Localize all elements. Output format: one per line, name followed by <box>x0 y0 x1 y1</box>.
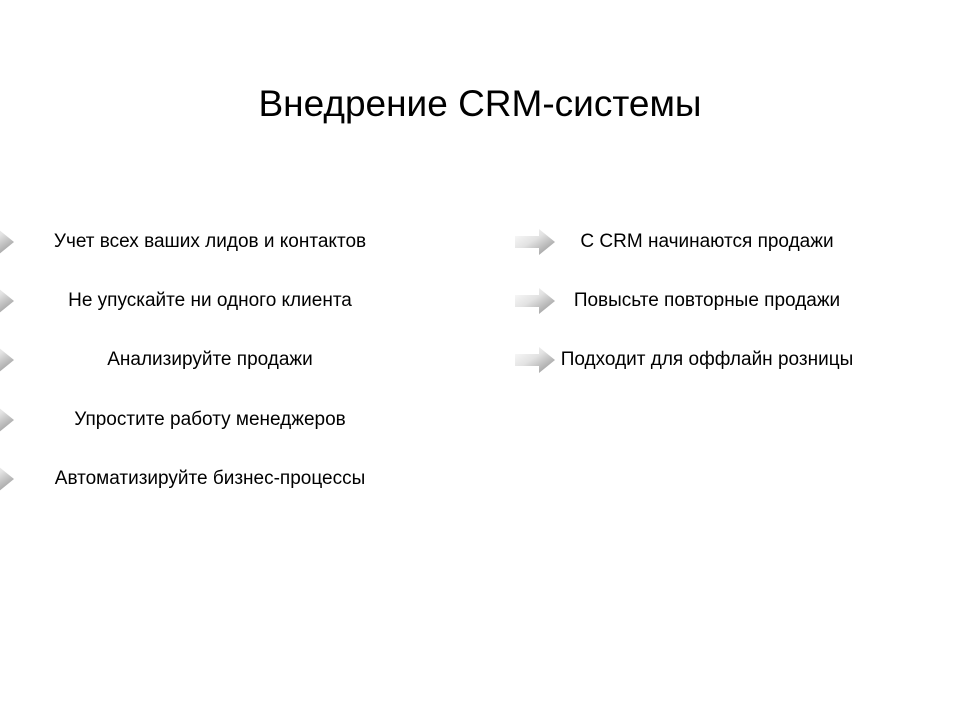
left-list-item-label: Упростите работу менеджеров <box>74 409 346 430</box>
arrow-right-icon <box>0 288 14 314</box>
right-list-item <box>512 225 932 259</box>
left-list-item <box>0 225 460 259</box>
left-list-item <box>0 284 460 318</box>
arrow-right-icon <box>0 229 14 255</box>
right-list-item-label: Подходит для оффлайн розницы <box>560 349 854 370</box>
left-list-item <box>0 343 460 377</box>
right-list-item <box>512 343 932 377</box>
right-list-item-label: Повысьте повторные продажи <box>573 290 841 311</box>
right-list-item-label: С CRM начинаются продажи <box>580 231 834 252</box>
right-list-item <box>512 284 932 318</box>
arrow-right-icon <box>0 466 14 492</box>
arrow-right-icon <box>0 347 14 373</box>
arrow-right-icon <box>0 407 14 433</box>
slide-title: Внедрение CRM-системы <box>258 83 702 124</box>
left-list-item-label: Автоматизируйте бизнес-процессы <box>54 468 366 489</box>
left-list-item <box>0 403 460 437</box>
left-list-item-label: Анализируйте продажи <box>107 349 313 370</box>
left-list-item-label: Учет всех ваших лидов и контактов <box>53 231 367 252</box>
left-list-item-label: Не упускайте ни одного клиента <box>68 290 352 311</box>
left-list-item <box>0 462 460 496</box>
